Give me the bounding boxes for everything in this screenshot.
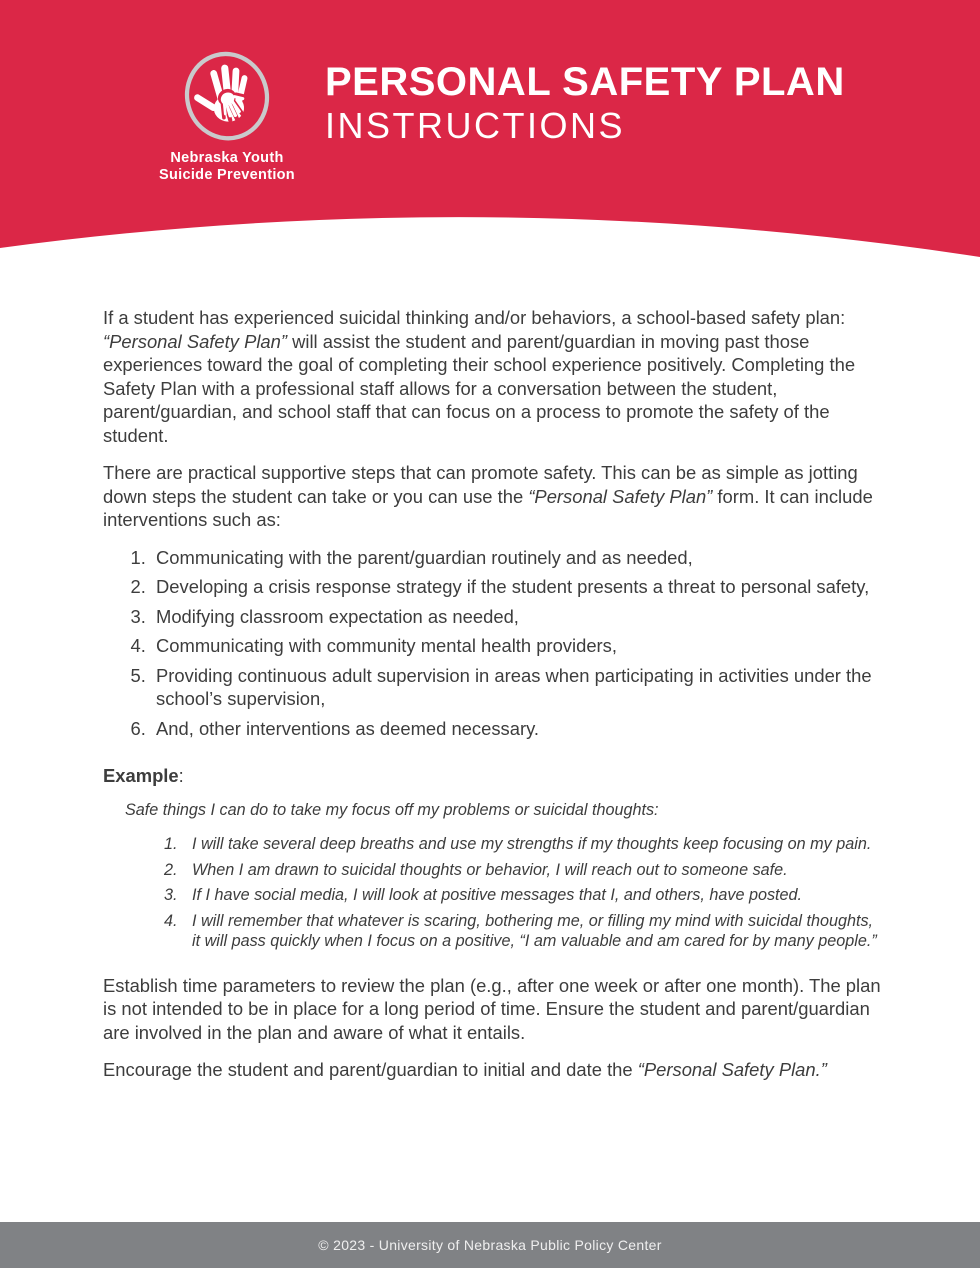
encourage-text-italic: “Personal Safety Plan.” xyxy=(637,1059,827,1080)
title-block xyxy=(325,60,845,146)
supportive-text-pre: There are practical supportive steps that can promote safety. This can be as simple as jotting down steps the student can take or you can use the xyxy=(103,462,858,507)
list-item: 6. And, other interventions as deemed necessary. xyxy=(151,717,881,741)
list-item: 3. Modifying classroom expectation as needed, xyxy=(151,605,881,629)
example-block xyxy=(103,800,881,952)
copyright-text: © 2023 - University of Nebraska Public Policy Center xyxy=(318,1237,662,1253)
list-item: 1. I will take several deep breaths and use my strengths if my thoughts keep focusing on my pain. xyxy=(182,834,881,855)
intro-paragraph xyxy=(103,306,881,447)
list-item: 4. Communicating with community mental health providers, xyxy=(151,634,881,658)
example-heading-label: Example xyxy=(103,765,179,786)
list-item: 1. Communicating with the parent/guardian routinely and as needed, xyxy=(151,546,881,570)
page-title: PERSONAL SAFETY PLAN xyxy=(325,60,845,104)
intro-text-pre: If a student has experienced suicidal thinking and/or behaviors, a school-based safety plan: xyxy=(103,307,846,328)
list-item: 3. If I have social media, I will look at positive messages that I, and others, have posted. xyxy=(182,885,881,906)
brand-name-line2: Suicide Prevention xyxy=(159,167,295,183)
content xyxy=(103,306,881,1096)
list-item: 4. I will remember that whatever is scaring, bothering me, or filling my mind with suicidal thoughts, it will pass quickly when I focus on a positive, “I am valuable and am cared for by many people.” xyxy=(182,911,881,952)
encourage-text-pre: Encourage the student and parent/guardian to initial and date the xyxy=(103,1059,638,1080)
footer xyxy=(0,1222,980,1268)
list-item: 2. When I am drawn to suicidal thoughts or behavior, I will reach out to someone safe. xyxy=(182,860,881,881)
supportive-text-italic: “Personal Safety Plan” xyxy=(528,485,713,507)
review-paragraph: Establish time parameters to review the plan (e.g., after one week or after one month). The plan is not intended to be in place for a long period of time. Ensure the student and parent/guardian are involved in the plan and aware of what it entails. xyxy=(103,974,881,1043)
example-list xyxy=(125,834,881,952)
list-item: 5. Providing continuous adult supervision in areas when participating in activities under the school’s supervision, xyxy=(151,664,881,711)
intro-text-post: will assist the student and parent/guardian in moving past those experiences toward the goal of completing their school experience positively. Completing the Safety Plan with a professional staff allows for a conversation between the student, parent/guardian, and school staff that can focus on a process to promote the safety of the student. xyxy=(103,330,856,446)
two-hands-in-circle-icon xyxy=(175,46,279,148)
intro-text-italic: “Personal Safety Plan” xyxy=(103,330,287,352)
brand-name xyxy=(152,150,302,184)
supportive-text-post: form. It can include interventions such as: xyxy=(103,485,873,530)
list-item: 2. Developing a crisis response strategy if the student presents a threat to personal safety, xyxy=(151,575,881,599)
example-heading-colon: : xyxy=(178,765,184,786)
brand-logo xyxy=(152,46,302,184)
header-banner xyxy=(0,0,980,265)
encourage-paragraph xyxy=(103,1058,881,1082)
supportive-paragraph xyxy=(103,461,881,532)
page-subtitle: INSTRUCTIONS xyxy=(325,105,625,146)
interventions-list xyxy=(103,546,881,741)
example-intro: Safe things I can do to take my focus off my problems or suicidal thoughts: xyxy=(125,800,659,819)
brand-name-line1: Nebraska Youth xyxy=(170,150,284,166)
example-heading xyxy=(103,764,881,788)
